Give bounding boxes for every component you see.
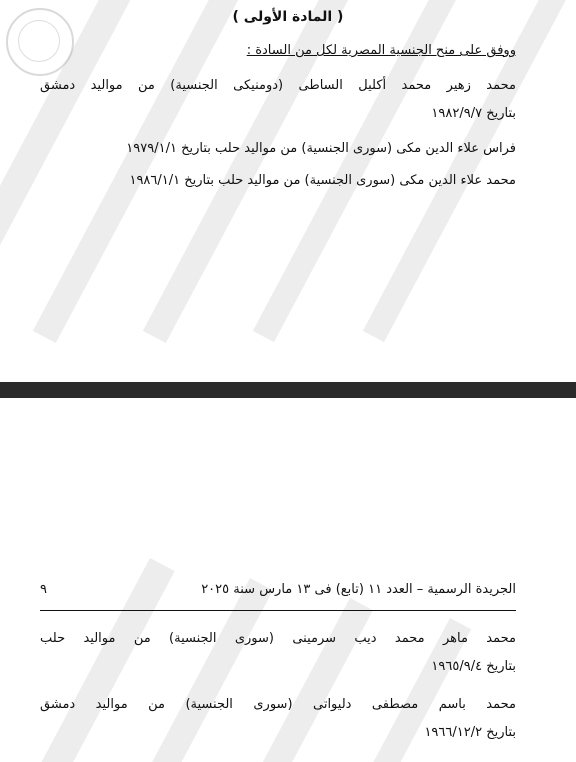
- intro-text: ووفق على منح الجنسية المصرية لكل من السادة :: [246, 43, 516, 58]
- entry-5-line-1: محمد باسم مصطفى دليواتى (سورى الجنسية) من مواليد دمشق: [40, 697, 516, 712]
- entry-1-line-2: بتاريخ ١٩٨٢/٩/٧: [431, 106, 516, 121]
- entry-4-line-1: محمد ماهر محمد ديب سرمينى (سورى الجنسية) من مواليد حلب: [40, 631, 516, 646]
- entry-1-line-1: محمد زهير محمد أكليل الساطى (دومنيكى الجنسية) من مواليد دمشق: [40, 78, 516, 93]
- page-number: ٩: [40, 582, 47, 597]
- entry-2: فراس علاء الدين مكى (سورى الجنسية) من مواليد حلب بتاريخ ١٩٧٩/١/١: [126, 141, 516, 156]
- entry-4-line-2: بتاريخ ١٩٦٥/٩/٤: [431, 659, 516, 674]
- gazette-header-text: الجريدة الرسمية – العدد ١١ (تابع) فى ١٣ مارس سنة ٢٠٢٥: [201, 582, 516, 597]
- article-title: ( المادة الأولى ): [232, 9, 344, 25]
- page-divider: [0, 382, 576, 398]
- entry-3: محمد علاء الدين مكى (سورى الجنسية) من مواليد حلب بتاريخ ١٩٨٦/١/١: [129, 173, 516, 188]
- entry-5-line-2: بتاريخ ١٩٦٦/١٢/٢: [424, 725, 516, 740]
- gazette-header: [40, 582, 516, 611]
